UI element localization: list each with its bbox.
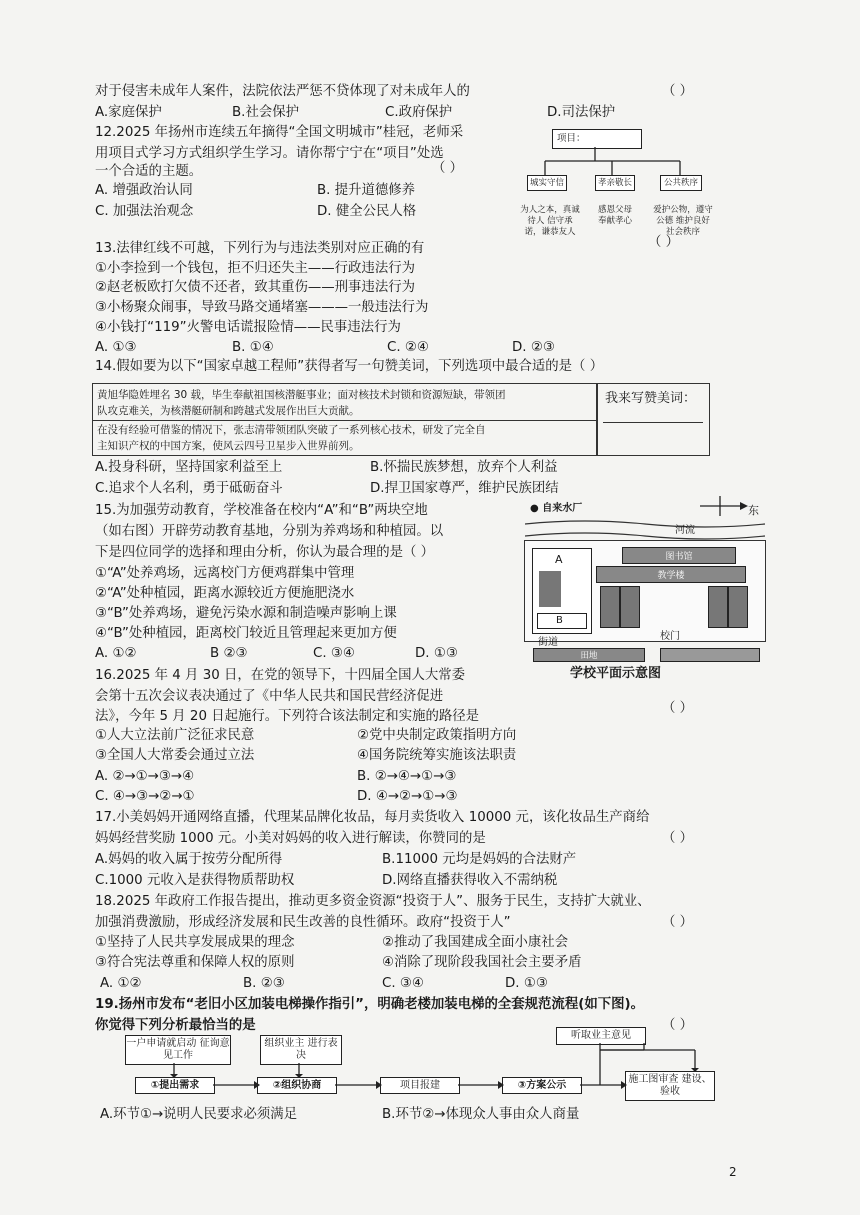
flow-node-vote: 组织业主 进行表决 bbox=[260, 1035, 342, 1065]
field-label: 田地 bbox=[580, 651, 598, 661]
question-11-stem: 对于侵害未成年人案件，法院依法严惩不贷体现了对未成年人的 bbox=[95, 84, 470, 99]
answer-paren: （ ） bbox=[648, 235, 680, 250]
option-c: C. ④→③→②→① bbox=[95, 789, 195, 804]
plot-b-label: B bbox=[556, 615, 563, 626]
option-b: B.环节②→体现众人事由众人商量 bbox=[382, 1107, 580, 1122]
flow-node-apply: 一户申请就启动 征询意见工作 bbox=[125, 1035, 231, 1065]
option-a: A.投身科研，坚持国家利益至上 bbox=[95, 460, 283, 475]
material-2-line-2: 主知识产权的中国方案，使风云四号卫星步入世界前列。 bbox=[97, 440, 360, 452]
map-building bbox=[728, 586, 748, 628]
teaching-label: 教学楼 bbox=[657, 571, 685, 581]
option-b: B.怀揣民族梦想，放弃个人利益 bbox=[370, 460, 558, 475]
option-b: B.社会保护 bbox=[232, 105, 300, 120]
option-d: D. ②③ bbox=[512, 340, 555, 355]
option-b: B. 提升道德修养 bbox=[317, 183, 416, 198]
question-14-stem: 14.假如要为以下“国家卓越工程师”获得者写一句赞美词，下列选项中最合适的是（ ） bbox=[95, 359, 604, 374]
library-label: 图书馆 bbox=[665, 552, 693, 562]
option-a: A.环节①→说明人民要求必须满足 bbox=[100, 1107, 298, 1122]
map-block bbox=[539, 571, 561, 607]
question-17-stem: 17.小美妈妈开通网络直播，代理某品牌化妆品，每月卖货收入 10000 元，该化妆品生产商给 bbox=[95, 810, 650, 825]
option-b: B ②③ bbox=[210, 646, 248, 661]
flow-node-listen: 听取业主意见 bbox=[556, 1027, 646, 1045]
question-19-stem: 你觉得下列分析最恰当的是 bbox=[95, 1018, 256, 1033]
option-a: A.家庭保护 bbox=[95, 105, 162, 120]
statement-2: ②推动了我国建成全面小康社会 bbox=[382, 935, 569, 950]
option-c: C. ③④ bbox=[313, 646, 355, 661]
option-d: D. ①③ bbox=[415, 646, 458, 661]
map-building bbox=[600, 586, 620, 628]
statement-2: ②赵老板欧打欠债不还者，致其重伤——刑事违法行为 bbox=[95, 280, 415, 295]
option-a: A. ①② bbox=[100, 976, 142, 991]
plot-a-area bbox=[532, 548, 592, 634]
statement-1: ①人大立法前广泛征求民意 bbox=[95, 728, 255, 743]
river-icon bbox=[525, 518, 765, 540]
question-15-stem: （如右图）开辟劳动教育基地，分别为养鸡场和种植园。以 bbox=[95, 524, 444, 539]
flow-arrows bbox=[120, 1040, 730, 1100]
option-c: C. 加强法治观念 bbox=[95, 204, 194, 219]
map-building bbox=[708, 586, 728, 628]
option-a: A. ①② bbox=[95, 646, 137, 661]
question-18-stem: 加强消费激励，形成经济发展和民生改善的良性循环。政府“投资于人” bbox=[95, 915, 511, 930]
question-13-stem: 13.法律红线不可越，下列行为与违法类别对应正确的有 bbox=[95, 241, 425, 256]
material-1-line-1: 黄旭华隐姓埋名 30 载，毕生奉献祖国核潜艇事业；面对核技术封锁和资源短缺，带领团 bbox=[97, 389, 506, 401]
option-b: B. ①④ bbox=[232, 340, 274, 355]
statement-4: ④消除了现阶段我国社会主要矛盾 bbox=[382, 955, 582, 970]
option-b: B. ②→④→①→③ bbox=[357, 769, 457, 784]
statement-4: ④“B”处种植园，距离校门较近且管理起来更加方便 bbox=[95, 626, 397, 641]
material-2-line-1: 在没有经验可借鉴的情况下，张志清带领团队突破了一系列核心技术，研发了完全自 bbox=[97, 424, 486, 436]
statement-1: ①坚持了人民共享发展成果的理念 bbox=[95, 935, 295, 950]
plot-b-area bbox=[537, 613, 587, 629]
question-19-stem: 19.扬州市发布“老旧小区加装电梯操作指引”，明确老楼加装电梯的全套规范流程(如下图)。 bbox=[95, 997, 645, 1012]
statement-3: ③“B”处养鸡场，避免污染水源和制造噪声影响上课 bbox=[95, 606, 397, 621]
diagram-desc-2: 感恩父母 奉献孝心 bbox=[598, 205, 633, 226]
statement-3: ③符合宪法尊重和保障人权的原则 bbox=[95, 955, 295, 970]
question-16-stem: 会第十五次会议表决通过了《中华人民共和国民营经济促进 bbox=[95, 689, 444, 704]
option-c: C.政府保护 bbox=[385, 105, 453, 120]
option-d: D.网络直播获得收入不需纳税 bbox=[382, 873, 558, 888]
option-b: B.11000 元均是妈妈的合法财产 bbox=[382, 852, 577, 867]
flow-step-1: ①提出需求 bbox=[135, 1077, 215, 1094]
praise-box bbox=[596, 383, 710, 456]
page-number: 2 bbox=[729, 1165, 737, 1179]
engineer-material-table bbox=[92, 383, 598, 456]
map-block bbox=[660, 648, 760, 662]
answer-paren: （ ） bbox=[662, 701, 694, 716]
answer-paren: （ ） bbox=[662, 84, 694, 99]
option-d: D.捍卫国家尊严，维护民族团结 bbox=[370, 481, 559, 496]
diagram-branch-1: 城实守信 bbox=[527, 175, 567, 191]
statement-1: ①小李捡到一个钱包，拒不归还失主——行政违法行为 bbox=[95, 261, 415, 276]
diagram-branch-2: 孝亲敬长 bbox=[595, 175, 635, 191]
statement-1: ①“A”处养鸡场，远离校门方便鸡群集中管理 bbox=[95, 566, 355, 581]
map-caption: 学校平面示意图 bbox=[570, 666, 662, 681]
option-d: D. ①③ bbox=[505, 976, 548, 991]
option-a: A.妈妈的收入属于按劳分配所得 bbox=[95, 852, 283, 867]
answer-paren: （ ） bbox=[662, 915, 694, 930]
option-c: C.追求个人名利，勇于砥砺奋斗 bbox=[95, 481, 283, 496]
statement-4: ④小钱打“119”火警电话谎报险情——民事违法行为 bbox=[95, 320, 401, 335]
east-label: 东 bbox=[748, 504, 759, 517]
diagram-top-box bbox=[552, 129, 642, 149]
option-b: B. ②③ bbox=[243, 976, 285, 991]
option-c: C. ③④ bbox=[382, 976, 424, 991]
plot-a-label: A bbox=[555, 553, 563, 566]
flow-step-5: 施工图审查 建设、验收 bbox=[625, 1071, 715, 1101]
option-a: A. ①③ bbox=[95, 340, 137, 355]
question-12-stem: 12.2025 年扬州市连续五年摘得“全国文明城市”桂冠，老师采 bbox=[95, 125, 464, 140]
flow-step-2: ②组织协商 bbox=[257, 1077, 337, 1094]
river-label: 河流 bbox=[675, 525, 695, 536]
option-d: D. ④→②→①→③ bbox=[357, 789, 458, 804]
question-15-stem: 15.为加强劳动教育，学校准备在校内“A”和“B”两块空地 bbox=[95, 503, 428, 518]
flow-step-4: ③方案公示 bbox=[502, 1077, 582, 1094]
gate-label: 校门 bbox=[660, 631, 680, 642]
statement-3: ③全国人大常委会通过立法 bbox=[95, 748, 255, 763]
diagram-desc-3: 爱护公物，遵守公德 维护良好社会秩序 bbox=[653, 205, 713, 237]
option-d: D.司法保护 bbox=[547, 105, 616, 120]
option-c: C.1000 元收入是获得物质帮助权 bbox=[95, 873, 295, 888]
question-18-stem: 18.2025 年政府工作报告提出，推动更多资金资源“投资于人”、服务于民生，支持扩大就业、 bbox=[95, 894, 651, 909]
option-a: A. ②→①→③→④ bbox=[95, 769, 195, 784]
question-17-stem: 妈妈经营奖励 1000 元。小美对妈妈的收入进行解读，你赞同的是 bbox=[95, 831, 486, 846]
statement-2: ②“A”处种植园，距离水源较近方便施肥浇水 bbox=[95, 586, 355, 601]
question-12-stem: 用项目式学习方式组织学生学习。请你帮宁宁在“项目”处选 bbox=[95, 146, 444, 161]
material-1-line-2: 队攻克难关，为核潜艇研制和跨越式发展作出巨大贡献。 bbox=[97, 405, 360, 417]
question-16-stem: 法》，今年 5 月 20 日起施行。下列符合该法制定和实施的路径是 bbox=[95, 709, 480, 724]
water-plant-label: ● 自来水厂 bbox=[530, 503, 583, 514]
praise-box-label: 我来写赞美词： bbox=[605, 391, 697, 406]
option-a: A. 增强政治认同 bbox=[95, 183, 193, 198]
question-15-stem: 下是四位同学的选择和理由分析，你认为最合理的是（ ） bbox=[95, 545, 435, 560]
option-c: C. ②④ bbox=[387, 340, 429, 355]
diagram-connectors bbox=[520, 147, 710, 177]
answer-paren: （ ） bbox=[662, 831, 694, 846]
diagram-branch-3: 公共秩序 bbox=[660, 175, 702, 191]
teaching-building bbox=[596, 566, 746, 583]
diagram-desc-1: 为人之本，真诚待人 信守承诺，谦恭友人 bbox=[520, 205, 580, 237]
answer-paren: （ ） bbox=[662, 1018, 694, 1033]
praise-line bbox=[603, 422, 703, 423]
option-d: D. 健全公民人格 bbox=[317, 204, 417, 219]
question-16-stem: 16.2025 年 4 月 30 日，在党的领导下，十四届全国人大常委 bbox=[95, 668, 466, 683]
street-label: 街道 bbox=[538, 637, 558, 648]
statement-4: ④国务院统筹实施该法职责 bbox=[357, 748, 517, 763]
flow-step-3: 项目报建 bbox=[380, 1077, 460, 1094]
field-area bbox=[533, 648, 645, 662]
question-12-stem: 一个合适的主题。 bbox=[95, 164, 203, 179]
map-building bbox=[620, 586, 640, 628]
table-divider bbox=[93, 420, 597, 421]
library-building bbox=[622, 547, 736, 564]
statement-2: ②党中央制定政策指明方向 bbox=[357, 728, 517, 743]
diagram-top-label: 项目： bbox=[557, 133, 586, 144]
answer-paren: （ ） bbox=[432, 161, 464, 176]
statement-3: ③小杨聚众闹事，导致马路交通堵塞———一般违法行为 bbox=[95, 300, 429, 315]
